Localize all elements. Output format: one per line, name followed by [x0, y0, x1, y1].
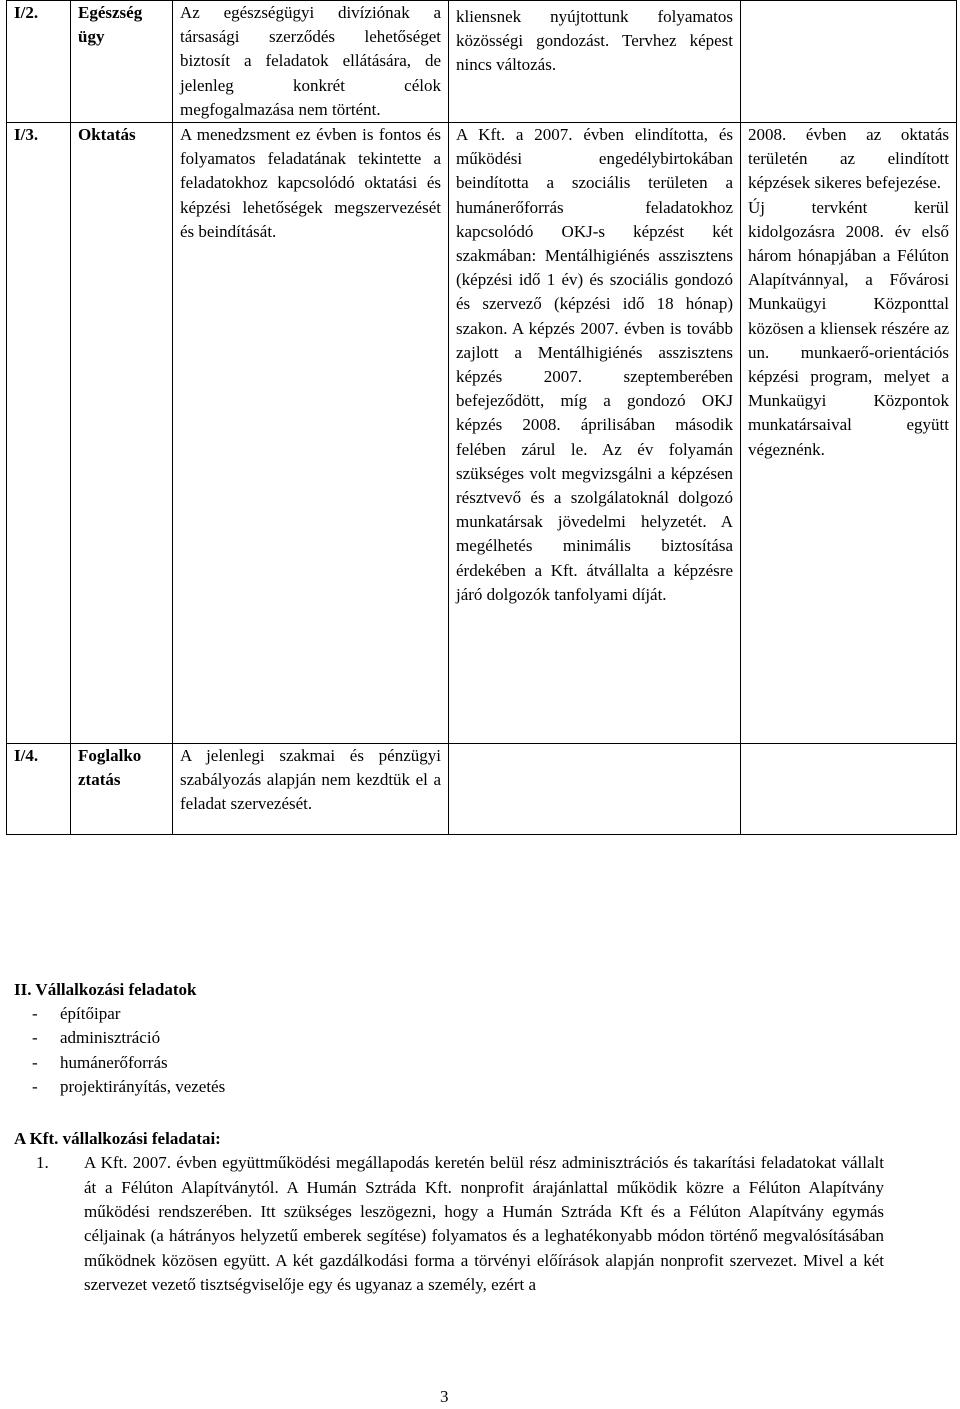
row-number: I/3.	[7, 123, 71, 744]
row-area: Egészség ügy	[71, 1, 173, 123]
row-description: A jelenlegi szakmai és pénzügyi szabályozás alapján nem kezdtük el a feladat szervezését.	[173, 744, 449, 835]
table-row	[7, 744, 957, 835]
list-item: - humánerőforrás	[32, 1052, 168, 1072]
row-area: Oktatás	[71, 123, 173, 744]
activities-table	[6, 0, 957, 835]
list-item	[14, 1151, 884, 1297]
kft-task-list	[14, 1151, 884, 1297]
page-number: 3	[440, 1387, 449, 1406]
row-description: A menedzsment ez évben is fontos és folyamatos feladatának tekintette a feladatokhoz kapcsolódó oktatási és képzési lehetőségek megszervezését és beindítását.	[173, 123, 449, 744]
row-status: kliensnek nyújtottunk folyamatos közösségi gondozást. Tervhez képest nincs változás.	[449, 1, 741, 123]
row-plan	[741, 1, 957, 123]
table-row	[7, 1, 957, 123]
section-title: II. Vállalkozási feladatok	[14, 980, 197, 999]
list-item-label: építőipar	[60, 1004, 121, 1024]
row-area: Foglalko ztatás	[71, 744, 173, 835]
business-task-list	[14, 1002, 434, 1099]
list-item-label: humánerőforrás	[60, 1052, 168, 1072]
list-item: - építőipar	[32, 1004, 121, 1024]
list-item-label: adminisztráció	[60, 1028, 161, 1048]
row-plan	[741, 123, 957, 744]
plan-paragraph: Új tervként kerül kidolgozásra 2008. év első három hónapjában a Félúton Alapítvánnyal, a Fővárosi Munkaügyi Központtal közösen a kliensek részére az un. munkaerő-orientációs képzési program, melyet a Munkaügyi Központok munkatársaival együtt végeznénk.	[748, 197, 949, 459]
row-status: A Kft. a 2007. évben elindította, és működési engedélybirtokában beindította a szociális területen a humánerőforrás feladatokhoz kapcsolódó OKJ-s képzést két szakmában: Mentálhigiénés asszisztens (képzési idő 1 év) és szociális gondozó és szervező (képzési idő 18 hónap) szakon. A képzés 2007. évben is tovább zajlott a Mentálhigiénés asszisztens képzés 2007. szeptemberében befejeződött, míg a gondozó OKJ képzés 2008. áprilisában második felében zárul le. Az év folyamán szükséges volt megvizsgálni a képzésen résztvevő és a szolgálatoknál dolgozó munkatársak jövedelmi helyzetét. A megélhetés minimális biztosítása érdekében a Kft. átvállalta a képzésre járó dolgozók tanfolyami díját.	[449, 123, 741, 744]
section-title: A Kft. vállalkozási feladatai:	[14, 1129, 221, 1148]
plan-paragraph: 2008. évben az oktatás területén az elindított képzések sikeres befejezése.	[748, 125, 949, 193]
kft-tasks-section	[14, 1127, 884, 1298]
table-row	[7, 123, 957, 744]
list-item: - adminisztráció	[32, 1028, 161, 1048]
row-status	[449, 744, 741, 835]
list-item-label: projektirányítás, vezetés	[60, 1076, 226, 1096]
list-item-text: A Kft. 2007. évben együttműködési megállapodás keretén belül rész adminisztrációs és takarítási feladatokat vállalt át a Félúton Alapítványtól. A Humán Sztráda Kft. nonprofit árajánlattal működik közre a Félúton Alapítvány működési rendszerében. Itt szükséges leszögezni, hogy a Humán Sztráda Kft és a Félúton Alapítvány egymás céljainak (a hátrányos helyzetű emberek segítése) folyamatos és a leghatékonyabb módon történő megvalósításában működnek közösen együtt. A két gazdálkodási forma a törvényi előírások alapján nonprofit szervezet. Mivel a két szervezet vezető tisztségviselője egy és ugyanaz a személy, ezért a	[84, 1153, 884, 1295]
row-plan	[741, 744, 957, 835]
row-number: I/4.	[7, 744, 71, 835]
row-description: Az egészségügyi divíziónak a társasági szerződés lehetőséget biztosít a feladatok ellátására, de jelenleg konkrét célok megfogalmazása nem történt.	[173, 1, 449, 123]
list-item-number: 1.	[36, 1153, 49, 1173]
business-tasks-section	[14, 978, 434, 1099]
list-item: - projektirányítás, vezetés	[32, 1076, 226, 1096]
row-number: I/2.	[7, 1, 71, 123]
